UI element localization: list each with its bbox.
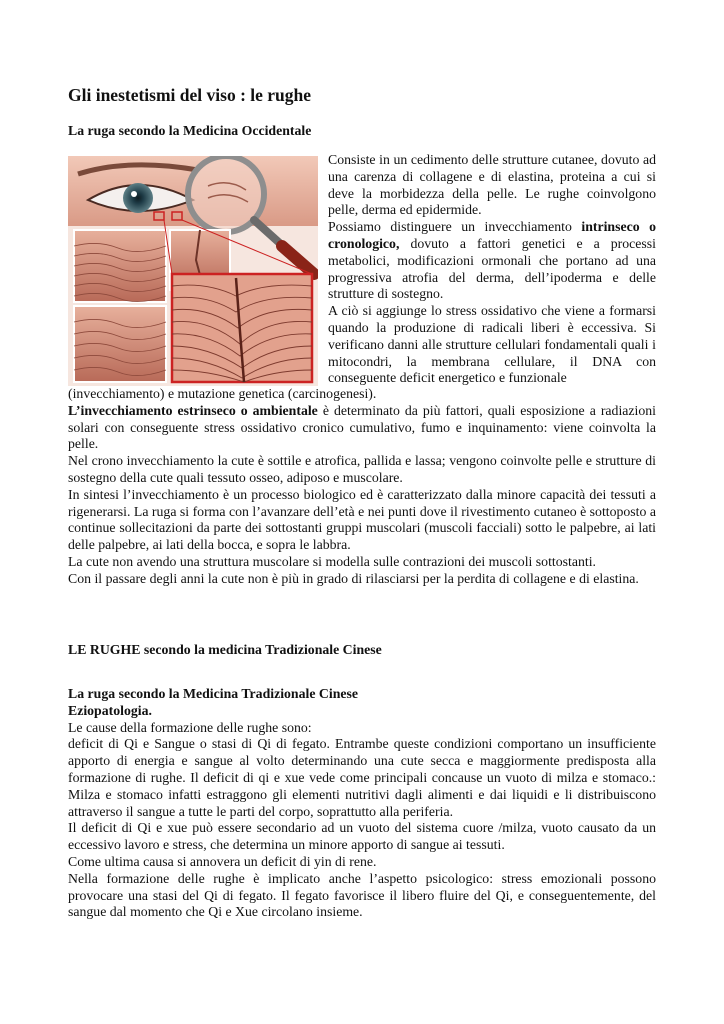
intro-paragraph-3: A ciò si aggiunge lo stress ossidativo che viene a formarsi quando la produzione di radicali liberi è eccessiva. Si verificano danni alle strutture cellulari fondamentali quali i mitocondri, la membrana cellulare, il DNA con conseguente deficit energetico e funzionale — [328, 303, 656, 386]
extrinsic-bold: L’invecchiamento estrinseco o ambientale — [68, 402, 318, 418]
intro-paragraph-3-tail: (invecchiamento) e mutazione genetica (carcinogenesi). — [68, 386, 377, 401]
eye-iris — [123, 183, 153, 213]
wrinkle-illustration — [68, 156, 318, 386]
skin-section-left — [74, 230, 166, 302]
intro-p2-text-cont: dovuto a fattori genetici e a processi metabolici, modificazioni ormonali che portano ad una progressiva atrofia del derma, dell’ipoderma e delle strutture di sostegno. — [328, 235, 656, 302]
intro-paragraph-1: Consiste in un cedimento delle strutture cutanee, dovuto ad una carenza di collagene e di elastina, proteina a cui si deve la morbidezza della pelle. Le rughe coinvolgono pelle, derma ed epidermide. — [328, 152, 656, 218]
anni-paragraph: Con il passare degli anni la cute non è più in grado di rilasciarsi per la perdita di collagene e di elastina. — [68, 570, 639, 586]
crono-paragraph: Nel crono invecchiamento la cute è sottile e atrofica, pallida e lassa; vengono coinvolte pelle e strutture di sostegno della cute quali tessuto osseo, adiposo e muscolare. — [68, 453, 656, 485]
mtc-body — [68, 686, 656, 921]
intro-paragraph-2 — [328, 219, 656, 303]
deficit-paragraph: deficit di Qi e Sangue o stasi di Qi di fegato. Entrambe queste condizioni comportano un insufficiente apporto di energia e sangue al volto determinando una cute secca e maggiormente predisposta alla formazione di rughe. Il deficit di qi e xue vede come principali concause un vuoto di milza e stomaco.: Milza e stomaco infatti estraggono gli elementi nutritivi dagli alimenti e dai liquidi e li distribuiscono attraverso il sangue a tutte le parti del corpo, soprattutto alla periferia. — [68, 736, 656, 819]
intro-p2-text: Possiamo distinguere un invecchiamento — [328, 219, 582, 235]
ultima-paragraph: Come ultima causa si annovera un deficit di yin di rene. — [68, 853, 377, 869]
intro-text-column — [328, 152, 656, 387]
section-heading-western: La ruga secondo la Medicina Occidentale — [68, 123, 312, 138]
section-heading-mtc: LE RUGHE secondo la medicina Tradizionale Cinese — [68, 642, 382, 657]
secondario-paragraph: Il deficit di Qi e xue può essere secondario ad un vuoto del sistema cuore /milza, vuoto causato da un eccessivo lavoro e stress, che determina un minore apporto di sangue ai tessuti. — [68, 820, 656, 853]
eye-highlight — [131, 191, 137, 197]
skin-section-illustration — [68, 156, 318, 386]
page-title: Gli inestetismi del viso : le rughe — [68, 85, 312, 105]
intro-p2-bold: intrinseco o cronologico, — [328, 219, 657, 251]
western-body — [68, 386, 656, 588]
psico-paragraph: Nella formazione delle rughe è implicato anche l’aspetto psicologico: stress emozionali possono provocare una stasi del Qi di fegato. Il fegato favorisce il libero fluire del Qi, e conseguentemente, del sangue dal momento che Qi e Xue circolano insieme. — [68, 870, 656, 920]
cause-paragraph: Le cause della formazione delle rughe sono: — [68, 719, 312, 735]
extrinsic-paragraph — [68, 403, 656, 453]
extrinsic-text: è determinato da più fattori, quali esposizione a radiazioni solari con conseguente stress ossidativo cronico cumulativo, fumo e inquinamento: viene coinvolta la pelle. — [68, 402, 656, 452]
cute-paragraph: La cute non avendo una struttura muscolare si modella sulle contrazioni dei muscoli sottostanti. — [68, 553, 596, 569]
eziopatologia-heading: Eziopatologia. — [68, 702, 152, 718]
mtc-heading: La ruga secondo la Medicina Tradizionale Cinese — [68, 686, 358, 701]
sintesi-paragraph: In sintesi l’invecchiamento è un processo biologico ed è caratterizzato dalla minore capacità dei tessuti a rigenerarsi. La ruga si forma con l’avanzare dell’età e nei punti dove il rivestimento cutaneo è sottoposto a continue sollecitazioni da parte dei sottostanti gruppi muscolari (muscoli facciali) sotto le palpebre, ai lati delle palpebre, ai lati della bocca, e sopra le labbra. — [68, 486, 656, 553]
